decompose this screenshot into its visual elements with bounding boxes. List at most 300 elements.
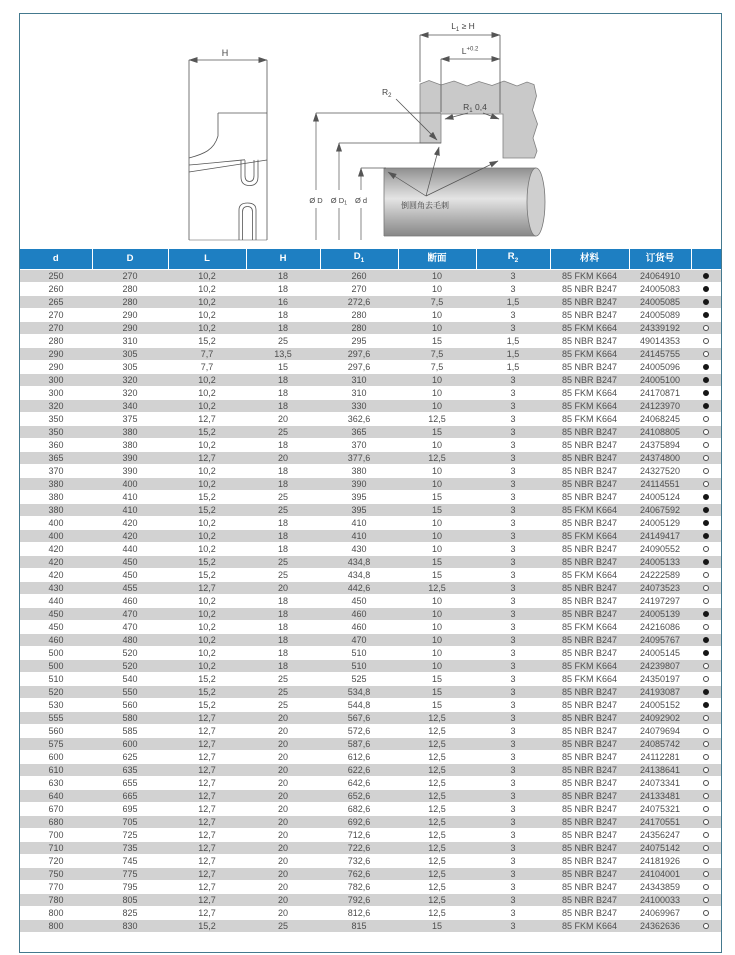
cell-R2: 3 [476,542,550,555]
cell-L: 15,2 [168,672,246,685]
cell-section: 10 [398,633,476,646]
cell-d: 670 [20,802,92,815]
cell-H: 18 [246,399,320,412]
cell-H: 18 [246,282,320,295]
cell-availability [691,360,721,373]
cell-order-no: 24197297 [629,594,691,607]
cell-material: 85 NBR B247 [550,867,629,880]
table-row [20,568,721,581]
cell-d: 280 [20,334,92,347]
cell-section: 15 [398,685,476,698]
cell-availability [691,295,721,308]
cell-D: 600 [92,737,168,750]
cell-L: 12,7 [168,906,246,919]
table-row [20,386,721,399]
cell-section: 7,5 [398,347,476,360]
cell-R2: 3 [476,893,550,906]
cell-H: 20 [246,854,320,867]
open-circle-icon [703,871,709,877]
cell-H: 20 [246,763,320,776]
cell-H: 20 [246,737,320,750]
cell-R2: 1,5 [476,360,550,373]
cell-order-no: 24181926 [629,854,691,867]
cell-R2: 3 [476,438,550,451]
open-circle-icon [703,715,709,721]
cell-material: 85 FKM K664 [550,529,629,542]
open-circle-icon [703,416,709,422]
open-circle-icon [703,663,709,669]
cell-d: 680 [20,815,92,828]
cell-D1: 544,8 [320,698,398,711]
table-row [20,451,721,464]
cell-L: 10,2 [168,386,246,399]
cell-d: 510 [20,672,92,685]
cell-d: 380 [20,490,92,503]
cell-D1: 390 [320,477,398,490]
column-header-R2: $R_2$ [476,249,550,269]
cell-D1: 295 [320,334,398,347]
cell-availability [691,399,721,412]
cell-order-no: 24069967 [629,906,691,919]
cell-R2: 3 [476,581,550,594]
cell-H: 20 [246,893,320,906]
cell-L: 12,7 [168,412,246,425]
cell-D1: 470 [320,633,398,646]
open-circle-icon [703,819,709,825]
cell-L: 15,2 [168,425,246,438]
cell-D: 665 [92,789,168,802]
table-header-row [20,249,721,269]
cell-D1: 792,6 [320,893,398,906]
table-row [20,529,721,542]
cell-material: 85 FKM K664 [550,672,629,685]
cell-L: 12,7 [168,724,246,737]
cell-H: 20 [246,581,320,594]
cell-material: 85 NBR B247 [550,282,629,295]
dim-r2-label: $R_2$ [382,87,392,99]
table-row [20,867,721,880]
table-row [20,555,721,568]
cell-section: 12,5 [398,724,476,737]
cell-L: 10,2 [168,269,246,282]
cell-L: 15,2 [168,568,246,581]
cell-D: 455 [92,581,168,594]
cell-R2: 3 [476,516,550,529]
cell-R2: 1,5 [476,334,550,347]
cell-D: 420 [92,529,168,542]
open-circle-icon [703,468,709,474]
table-row [20,620,721,633]
open-circle-icon [703,442,709,448]
cell-H: 13,5 [246,347,320,360]
cell-material: 85 NBR B247 [550,451,629,464]
cell-H: 20 [246,711,320,724]
cell-d: 575 [20,737,92,750]
cell-order-no: 24138641 [629,763,691,776]
table-row [20,607,721,620]
dim-dia-D1-label: Ø $D_1$ [330,196,348,207]
cell-D1: 782,6 [320,880,398,893]
cell-section: 12,5 [398,880,476,893]
cell-order-no: 24170871 [629,386,691,399]
cell-material: 85 FKM K664 [550,321,629,334]
table-row [20,347,721,360]
cell-material: 85 FKM K664 [550,386,629,399]
cell-material: 85 NBR B247 [550,555,629,568]
cell-order-no: 24068245 [629,412,691,425]
cell-availability [691,425,721,438]
cell-R2: 3 [476,815,550,828]
filled-circle-icon [703,273,709,279]
cell-d: 630 [20,776,92,789]
cell-section: 12,5 [398,854,476,867]
open-circle-icon [703,767,709,773]
cell-d: 365 [20,451,92,464]
cell-availability [691,321,721,334]
cell-material: 85 FKM K664 [550,269,629,282]
cell-section: 10 [398,399,476,412]
filled-circle-icon [703,520,709,526]
cell-H: 20 [246,451,320,464]
cell-material: 85 NBR B247 [550,425,629,438]
cell-D1: 395 [320,490,398,503]
cell-order-no: 24356247 [629,828,691,841]
cell-order-no: 24114551 [629,477,691,490]
table-row [20,360,721,373]
cell-section: 10 [398,594,476,607]
cell-section: 12,5 [398,893,476,906]
cell-order-no: 24067592 [629,503,691,516]
cell-D: 450 [92,568,168,581]
cell-availability [691,503,721,516]
cell-availability [691,841,721,854]
cell-availability [691,815,721,828]
open-circle-icon [703,910,709,916]
cell-H: 20 [246,906,320,919]
cell-L: 12,7 [168,893,246,906]
cell-D: 775 [92,867,168,880]
open-circle-icon [703,845,709,851]
cell-H: 25 [246,425,320,438]
cell-L: 12,7 [168,802,246,815]
cell-availability [691,555,721,568]
cell-R2: 3 [476,711,550,724]
cell-L: 15,2 [168,685,246,698]
cell-section: 12,5 [398,867,476,880]
column-header-L: L [168,249,246,269]
cell-L: 12,7 [168,750,246,763]
column-header-H: H [246,249,320,269]
cell-material: 85 NBR B247 [550,477,629,490]
cell-order-no: 24350197 [629,672,691,685]
cell-H: 25 [246,490,320,503]
cell-availability [691,802,721,815]
cell-availability [691,659,721,672]
cell-R2: 3 [476,451,550,464]
cell-D1: 270 [320,282,398,295]
cell-D: 380 [92,438,168,451]
cell-H: 18 [246,594,320,607]
cell-availability [691,490,721,503]
open-circle-icon [703,806,709,812]
cell-L: 12,7 [168,815,246,828]
cell-D1: 652,6 [320,789,398,802]
cell-order-no: 24170551 [629,815,691,828]
filled-circle-icon [703,403,709,409]
open-circle-icon [703,455,709,461]
cell-H: 25 [246,503,320,516]
cell-R2: 3 [476,698,550,711]
table-row [20,321,721,334]
open-circle-icon [703,585,709,591]
cell-D1: 450 [320,594,398,607]
open-circle-icon [703,572,709,578]
cell-d: 290 [20,347,92,360]
cell-availability [691,594,721,607]
cell-order-no: 24145755 [629,347,691,360]
table-row [20,776,721,789]
cell-D1: 442,6 [320,581,398,594]
cell-availability [691,568,721,581]
cell-L: 10,2 [168,516,246,529]
cell-H: 20 [246,724,320,737]
column-header-d: d [20,249,92,269]
cell-availability [691,685,721,698]
filled-circle-icon [703,299,709,305]
cell-order-no: 24005096 [629,360,691,373]
cell-D: 470 [92,607,168,620]
cell-R2: 3 [476,308,550,321]
cell-H: 20 [246,750,320,763]
cell-section: 15 [398,334,476,347]
cell-d: 750 [20,867,92,880]
cell-section: 12,5 [398,776,476,789]
cell-D1: 762,6 [320,867,398,880]
cell-D1: 362,6 [320,412,398,425]
cell-section: 15 [398,555,476,568]
cell-material: 85 NBR B247 [550,490,629,503]
cell-L: 15,2 [168,919,246,932]
cell-material: 85 NBR B247 [550,607,629,620]
cell-section: 10 [398,308,476,321]
cell-H: 18 [246,464,320,477]
open-circle-icon [703,780,709,786]
cell-availability [691,698,721,711]
cell-D1: 572,6 [320,724,398,737]
cell-material: 85 NBR B247 [550,373,629,386]
table-row [20,490,721,503]
cell-H: 20 [246,815,320,828]
cell-order-no: 49014353 [629,334,691,347]
filled-circle-icon [703,533,709,539]
open-circle-icon [703,832,709,838]
cell-material: 85 NBR B247 [550,581,629,594]
cell-availability [691,607,721,620]
cell-order-no: 24005139 [629,607,691,620]
cell-order-no: 24090552 [629,542,691,555]
cell-H: 20 [246,828,320,841]
table-row [20,815,721,828]
cell-material: 85 FKM K664 [550,659,629,672]
cell-d: 400 [20,516,92,529]
cell-section: 12,5 [398,841,476,854]
cell-H: 25 [246,568,320,581]
table-row [20,438,721,451]
cell-D1: 380 [320,464,398,477]
cell-D: 375 [92,412,168,425]
cell-L: 10,2 [168,308,246,321]
table-row [20,412,721,425]
cell-L: 12,7 [168,737,246,750]
table-row [20,828,721,841]
cell-order-no: 24193087 [629,685,691,698]
table-row [20,503,721,516]
cell-D: 270 [92,269,168,282]
table-row [20,698,721,711]
table-row [20,373,721,386]
cell-section: 12,5 [398,581,476,594]
cell-d: 260 [20,282,92,295]
cell-material: 85 FKM K664 [550,503,629,516]
cell-material: 85 NBR B247 [550,295,629,308]
cell-d: 430 [20,581,92,594]
cell-D1: 280 [320,321,398,334]
filled-circle-icon [703,390,709,396]
cell-D: 450 [92,555,168,568]
cell-H: 18 [246,516,320,529]
cell-R2: 3 [476,763,550,776]
dim-l-label: $L^{+0.2}$ [461,46,479,56]
cell-R2: 3 [476,399,550,412]
cell-R2: 3 [476,867,550,880]
cell-d: 400 [20,529,92,542]
cell-availability [691,581,721,594]
cell-L: 12,7 [168,711,246,724]
cell-availability [691,529,721,542]
cell-L: 10,2 [168,529,246,542]
cell-D: 280 [92,295,168,308]
cell-H: 18 [246,308,320,321]
table-row [20,711,721,724]
cell-H: 18 [246,659,320,672]
filled-circle-icon [703,312,709,318]
cell-L: 10,2 [168,633,246,646]
table-row [20,893,721,906]
cell-material: 85 NBR B247 [550,880,629,893]
cell-material: 85 FKM K664 [550,412,629,425]
cell-order-no: 24133481 [629,789,691,802]
cell-D: 290 [92,308,168,321]
cell-d: 800 [20,906,92,919]
cell-D: 520 [92,646,168,659]
cell-R2: 3 [476,802,550,815]
cell-L: 12,7 [168,841,246,854]
cell-section: 10 [398,386,476,399]
cell-order-no: 24079694 [629,724,691,737]
cell-material: 85 NBR B247 [550,711,629,724]
cell-order-no: 24108805 [629,425,691,438]
cell-section: 10 [398,477,476,490]
table-row [20,672,721,685]
cell-section: 15 [398,425,476,438]
cell-availability [691,750,721,763]
cell-material: 85 NBR B247 [550,815,629,828]
cell-D1: 732,6 [320,854,398,867]
cell-material: 85 NBR B247 [550,360,629,373]
cell-H: 18 [246,269,320,282]
cell-order-no: 24327520 [629,464,691,477]
cell-D: 390 [92,451,168,464]
cell-section: 12,5 [398,906,476,919]
cell-d: 250 [20,269,92,282]
cell-d: 780 [20,893,92,906]
table-row [20,594,721,607]
cell-order-no: 24085742 [629,737,691,750]
cell-D1: 310 [320,386,398,399]
cell-R2: 3 [476,919,550,932]
cell-d: 420 [20,542,92,555]
cell-H: 18 [246,373,320,386]
cell-material: 85 NBR B247 [550,646,629,659]
table-row [20,269,721,282]
cell-H: 25 [246,698,320,711]
cell-D1: 410 [320,516,398,529]
cell-R2: 3 [476,828,550,841]
cell-availability [691,854,721,867]
cell-order-no: 24149417 [629,529,691,542]
cell-L: 10,2 [168,373,246,386]
deburr-note: 倒圆角去毛刺 [401,201,449,210]
cell-H: 20 [246,880,320,893]
cell-L: 7,7 [168,360,246,373]
table-body [20,269,721,932]
open-circle-icon [703,884,709,890]
cell-L: 10,2 [168,542,246,555]
cell-R2: 3 [476,568,550,581]
cell-order-no: 24073523 [629,581,691,594]
table-row [20,295,721,308]
cell-R2: 3 [476,724,550,737]
cell-availability [691,282,721,295]
cell-material: 85 NBR B247 [550,893,629,906]
cell-D1: 682,6 [320,802,398,815]
cell-order-no: 24112281 [629,750,691,763]
filled-circle-icon [703,286,709,292]
cell-R2: 3 [476,659,550,672]
cell-D: 655 [92,776,168,789]
cell-L: 12,7 [168,880,246,893]
cell-d: 440 [20,594,92,607]
table-row [20,646,721,659]
cell-d: 560 [20,724,92,737]
table-row [20,308,721,321]
table-row [20,685,721,698]
cell-availability [691,646,721,659]
table-row [20,737,721,750]
cell-d: 265 [20,295,92,308]
cell-material: 85 FKM K664 [550,919,629,932]
cell-D1: 310 [320,373,398,386]
cell-D: 470 [92,620,168,633]
column-header-material: 材料 [550,249,629,269]
cell-D1: 510 [320,659,398,672]
cell-order-no: 24100033 [629,893,691,906]
cell-availability [691,542,721,555]
table-row [20,750,721,763]
cell-D: 480 [92,633,168,646]
cell-R2: 3 [476,750,550,763]
cell-availability [691,412,721,425]
